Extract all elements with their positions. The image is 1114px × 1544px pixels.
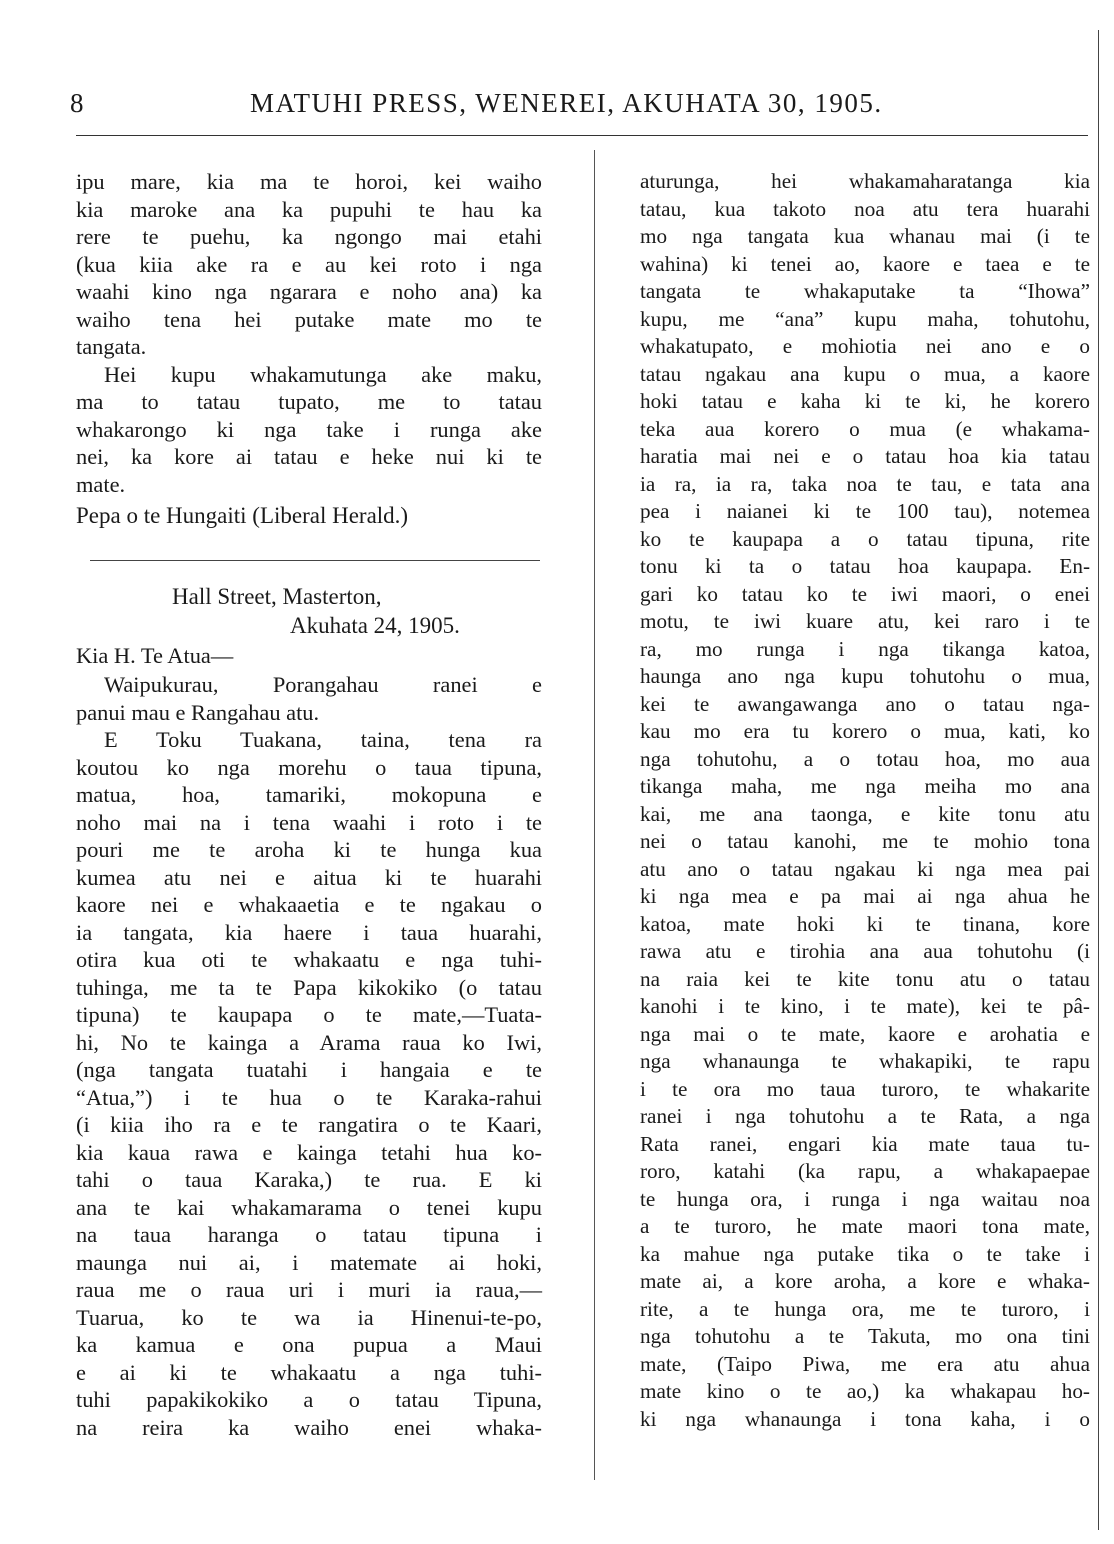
header-rule (76, 135, 1088, 136)
letter-date: Akuhata 24, 1905. (290, 613, 460, 638)
page-header (70, 88, 1070, 128)
text-line: tonu ki ta o tatau hoa kaupapa. En- (640, 554, 1090, 578)
article-source-signature: Pepa o te Hungaiti (Liberal Herald.) (76, 503, 409, 528)
text-line: nei, ka kore ai tatau e heke nui ki te (76, 444, 542, 469)
text-line: mate, (Taipo Piwa, me era atu ahua (640, 1351, 1090, 1376)
text-line: nei o tatau kanohi, me te mohio tona (640, 829, 1090, 853)
text-line: kia kaua rawa e kainga tetahi hua ko- (76, 1139, 542, 1165)
text-line: ipu mare, kia ma te horoi, kei waiho (76, 169, 542, 194)
right-column (640, 168, 1090, 1433)
text-line: Tuarua, ko te wa ia Hinenui-te-po, (76, 1304, 542, 1330)
text-line: (nga tangata tuatahi i hangaia e te (76, 1057, 542, 1082)
text-line: atu ano o tatau ngakau ki nga mea pai (640, 856, 1090, 881)
text-line: e ai ki te whakaatu a nga tuhi- (76, 1359, 542, 1385)
text-line: whakarongo ki nga take i runga ake (76, 416, 542, 442)
text-line: ki nga mea e pa mai ai nga ahua he (640, 884, 1090, 908)
text-line: ma to tatau tupato, me to tatau (76, 389, 542, 414)
text-line: mate kino o te ao,) ka whakapau ho- (640, 1379, 1090, 1403)
running-head: MATUHI PRESS, WENEREI, AKUHATA 30, 1905. (250, 88, 883, 118)
text-line: nga mai o te mate, kaore e arohatia e (640, 1021, 1090, 1046)
text-line: wahina) ki tenei ao, kaore e taea e te (640, 251, 1090, 276)
text-line: te hunga ora, i runga i nga waitau noa (640, 1186, 1090, 1211)
text-line: Hei kupu whakamutunga ake maku, (104, 361, 542, 387)
text-line: ko te kaupapa a o tatau tipuna, rite (640, 526, 1090, 551)
text-line: tuhi papakikokiko a o tatau Tipuna, (76, 1387, 542, 1412)
text-line: Rata ranei, engari kia mate taua tu- (640, 1131, 1090, 1156)
left-column (76, 168, 542, 1441)
text-line: kanohi i te kino, i te mate), kei te pâ- (640, 994, 1090, 1018)
text-line: hoki tatau e kaha ki te ki, he korero (640, 389, 1090, 413)
text-line: kei te awangawanga ano o tatau nga- (640, 691, 1090, 716)
text-line: kai, me ana taonga, e kite tonu atu (640, 801, 1090, 826)
text-line: ka kamua e ona pupua a Maui (76, 1332, 542, 1357)
text-line: (kua kiia ake ra e au kei roto i nga (76, 251, 542, 277)
text-line: haratia mai nei e o tatau hoa kia tatau (640, 444, 1090, 468)
text-line: ka mahue nga putake tika o te take i (640, 1241, 1090, 1266)
text-line: nga tohutohu a te Takuta, mo ona tini (640, 1324, 1090, 1348)
page-edge-rule (1098, 30, 1099, 1530)
text-line: rite, a te hunga ora, me te turoro, i (640, 1296, 1090, 1321)
text-line: panui mau e Rangahau atu. (76, 699, 320, 725)
text-line: tangata. (76, 334, 147, 359)
text-line: aturunga, hei whakamaharatanga kia (640, 169, 1090, 193)
text-line: mate. (76, 471, 126, 497)
paragraph-hygiene-end (76, 168, 542, 361)
text-line: E Toku Tuakana, taina, tena ra (104, 727, 542, 752)
text-line: tahi o taua Karaka,) te rua. E ki (76, 1167, 542, 1192)
text-line: rawa atu e tirohia ana aua tohutohu (i (640, 939, 1090, 963)
text-line: pouri me te aroha ki te hunga kua (76, 837, 542, 862)
text-line: “Atua,”) i te hua o te Karaka-rahui (76, 1084, 542, 1110)
text-line: na reira ka waiho enei whaka- (76, 1414, 542, 1440)
text-line: kia maroke ana ka pupuhi te hau ka (76, 196, 542, 222)
text-line: whakatupato, e mohiotia nei ano e o (640, 334, 1090, 358)
page-number: 8 (70, 88, 85, 118)
text-line: hi, No te kainga a Arama raua ko Iwi, (76, 1029, 542, 1055)
text-line: motu, te iwi kuare atu, kei raro i te (640, 609, 1090, 633)
text-line: ra, mo runga i nga tikanga katoa, (640, 636, 1090, 661)
text-line: tipuna) te kaupapa o te mate,—Tuata- (76, 1002, 542, 1027)
text-line: waiho tena hei putake mate mo te (76, 306, 542, 332)
text-line: kau mo era tu korero o mua, kati, ko (640, 719, 1090, 743)
text-line: raua me o raua uri i muri ia raua,— (76, 1277, 542, 1302)
column-divider (594, 150, 595, 1480)
text-line: waahi kino nga ngarara e noho ana) ka (76, 279, 542, 304)
paragraph-closing (76, 361, 542, 499)
text-line: ki nga whanaunga i tona kaha, i o (640, 1406, 1090, 1431)
text-line: maunga nui ai, i matemate ai hoki, (76, 1249, 542, 1275)
text-line: ana te kai whakamarama o tenei kupu (76, 1194, 542, 1220)
text-line: nga tohutohu, a o totau hoa, mo aua (640, 746, 1090, 771)
letter-salutation: Kia H. Te Atua— (76, 643, 234, 668)
text-line: tatau ngakau ana kupu o mua, a kaore (640, 361, 1090, 386)
text-line: rere te puehu, ka ngongo mai etahi (76, 224, 542, 249)
text-line: noho mai na i tena waahi i roto i te (76, 809, 542, 835)
text-line: roro, katahi (ka rapu, a whakapaepae (640, 1159, 1090, 1183)
text-line: na raia kei te kite tonu atu o tatau (640, 966, 1090, 991)
text-line: mo nga tangata kua whanau mai (i te (640, 224, 1090, 248)
text-line: nga whanaunga te whakapiki, te rapu (640, 1049, 1090, 1073)
text-line: pea i naianei ki te 100 tau), notemea (640, 499, 1090, 523)
text-line: tangata te whakaputake ta “Ihowa” (640, 279, 1090, 303)
text-line: i te ora mo taua turoro, te whakarite (640, 1076, 1090, 1101)
text-line: ranei i nga tohutohu a te Rata, a nga (640, 1104, 1090, 1128)
article-separator (90, 560, 540, 561)
text-line: koutou ko nga morehu o taua tipuna, (76, 754, 542, 780)
text-line: tuhinga, me ta te Papa kikokiko (o tatau (76, 974, 542, 1000)
text-line: kupu, me “ana” kupu maha, tohutohu, (640, 306, 1090, 331)
text-line: na taua haranga o tatau tipuna i (76, 1222, 542, 1247)
text-line: otira kua oti te whakaatu e nga tuhi- (76, 947, 542, 972)
text-line: kaore nei e whakaaetia e te ngakau o (76, 892, 542, 917)
text-line: haunga ano nga kupu tohutohu o mua, (640, 664, 1090, 688)
text-line: (i kiia iho ra e te rangatira o te Kaari, (76, 1112, 542, 1137)
text-line: kumea atu nei e aitua ki te huarahi (76, 864, 542, 890)
text-line: katoa, mate hoki ki te tinana, kore (640, 911, 1090, 936)
letter (76, 583, 542, 1441)
text-line: matua, hoa, tamariki, mokopuna e (76, 782, 542, 807)
text-line: Waipukurau, Porangahau ranei e (104, 672, 542, 697)
text-line: a te turoro, he mate maori tona mate, (640, 1214, 1090, 1238)
text-line: ia ra, ia ra, taka noa te tau, e tata ana (640, 471, 1090, 496)
text-line: teka aua korero o mua (e whakama- (640, 416, 1090, 441)
letter-address: Hall Street, Masterton, (172, 584, 382, 609)
text-line: ia tangata, kia haere i taua huarahi, (76, 919, 542, 945)
text-line: tatau, kua takoto noa atu tera huarahi (640, 196, 1090, 221)
text-line: gari ko tatau ko te iwi maori, o enei (640, 581, 1090, 606)
text-line: mate ai, a kore aroha, a kore e whaka- (640, 1269, 1090, 1293)
text-line: tikanga maha, me nga meiha mo ana (640, 774, 1090, 798)
